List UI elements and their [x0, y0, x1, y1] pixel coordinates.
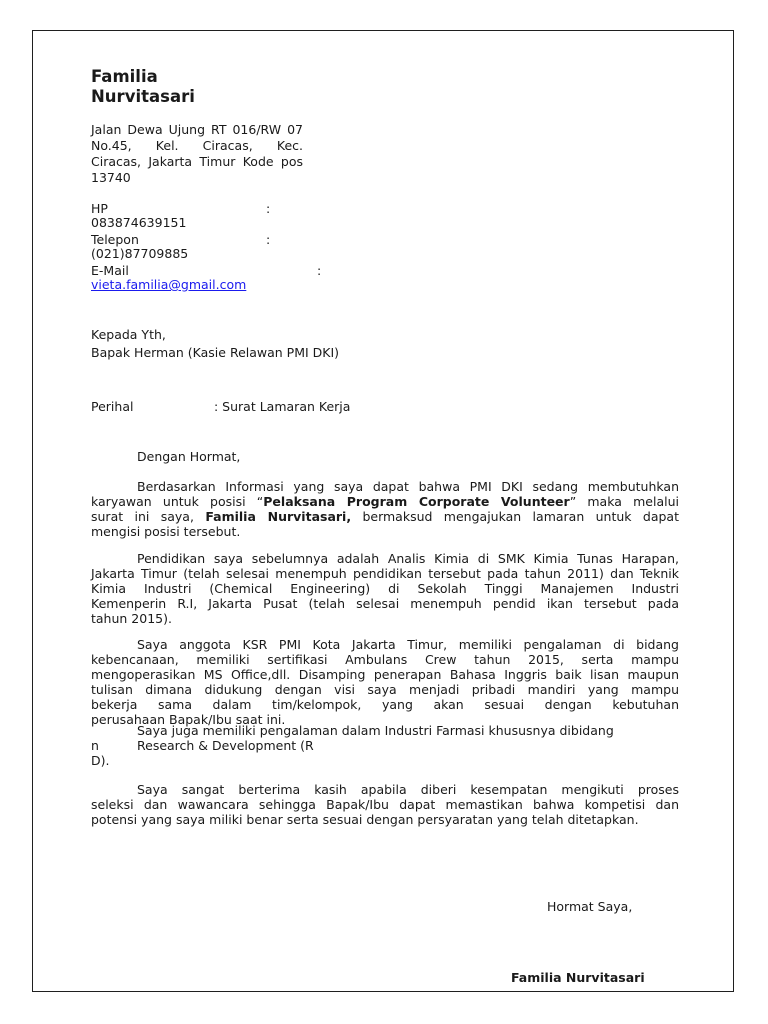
email-colon: : [317, 263, 322, 278]
paragraph-line: Saya anggota KSR PMI Kota Jakarta Timur, memiliki pengalaman di bidang [137, 637, 679, 652]
address-line: Ciracas, Jakarta Timur Kode pos [91, 154, 303, 169]
subject-value: : Surat Lamaran Kerja [214, 399, 351, 414]
paragraph-4-line: D). [91, 753, 110, 768]
paragraph-line: perusahaan Bapak/Ibu saat ini. [91, 712, 286, 727]
phone-label: Telepon [91, 232, 139, 247]
recipient-name: Bapak Herman (Kasie Relawan PMI DKI) [91, 345, 340, 360]
paragraph-4-line: Saya juga memiliki pengalaman dalam Industri Farmasi khususnya dibidang [137, 723, 614, 738]
paragraph-line: Pendidikan saya sebelumnya adalah Analis Kimia di SMK Kimia Tunas Harapan, [137, 551, 679, 566]
paragraph-line: tahun 2015). [91, 611, 172, 626]
address-line: No.45, Kel. Ciracas, Kec. [91, 138, 303, 153]
phone-colon: : [266, 232, 271, 247]
signature-name: Familia Nurvitasari [511, 970, 645, 985]
paragraph-line: potensi yang saya miliki benar serta sesuai dengan persyaratan yang telah ditetapkan. [91, 812, 639, 827]
sender-name-last: Nurvitasari [91, 87, 195, 106]
paragraph-line: tulisan dimana didukung dengan visi saya menjadi pribadi mandiri yang mampu [91, 682, 679, 697]
hp-colon: : [266, 201, 271, 216]
paragraph-4-prefix: n [91, 738, 99, 753]
paragraph-line: mengisi posisi tersebut. [91, 524, 241, 539]
paragraph-line: karyawan untuk posisi “Pelaksana Program Corporate Volunteer” maka melalui [91, 494, 679, 509]
paragraph-line: Saya sangat berterima kasih apabila diberi kesempatan mengikuti proses [137, 782, 679, 797]
recipient-salutation: Kepada Yth, [91, 327, 166, 342]
paragraph-line: surat ini saya, Familia Nurvitasari, bermaksud mengajukan lamaran untuk dapat [91, 509, 679, 524]
paragraph-line: Kemenperin R.I, Jakarta Pusat (telah selesai menempuh pendid ikan tersebut pada [91, 596, 679, 611]
paragraph-2 [91, 551, 679, 626]
sender-name [91, 67, 195, 107]
paragraph-1 [91, 479, 679, 539]
paragraph-line: seleksi dan wawancara sehingga Bapak/Ibu dapat memastikan bahwa kompetisi dan [91, 797, 679, 812]
paragraph-line: kebencanaan, memiliki sertifikasi Ambulans Crew tahun 2015, serta mampu [91, 652, 679, 667]
hp-label: HP [91, 201, 108, 216]
paragraph-line: mengoperasikan MS Office,dll. Disamping penerapan Bahasa Inggris baik lisan maupun [91, 667, 679, 682]
greeting: Dengan Hormat, [137, 449, 241, 464]
paragraph-5 [91, 782, 679, 827]
address-line: Jalan Dewa Ujung RT 016/RW 07 [91, 122, 303, 137]
address-line: 13740 [91, 170, 131, 185]
closing-regards: Hormat Saya, [547, 899, 633, 914]
paragraph-line: bekerja sama dalam tim/kelompok, yang akan sesuai dengan kebutuhan [91, 697, 679, 712]
paragraph-line: Jakarta Timur (telah selesai menempuh pendidikan tersebut pada tahun 2011) dan Teknik [91, 566, 679, 581]
sender-address [91, 122, 303, 186]
email-label: E-Mail [91, 263, 129, 278]
paragraph-3 [91, 637, 679, 727]
sender-name-first: Familia [91, 67, 158, 86]
paragraph-4-line: Research & Development (R [137, 738, 314, 753]
hp-value: 083874639151 [91, 215, 187, 230]
phone-value: (021)87709885 [91, 246, 189, 261]
subject-label: Perihal [91, 399, 134, 414]
email-link[interactable]: vieta.familia@gmail.com [91, 277, 247, 292]
paragraph-line: Berdasarkan Informasi yang saya dapat bahwa PMI DKI sedang membutuhkan [137, 479, 679, 494]
paragraph-line: Kimia Industri (Chemical Engineering) di Sekolah Tinggi Manajemen Industri [91, 581, 679, 596]
